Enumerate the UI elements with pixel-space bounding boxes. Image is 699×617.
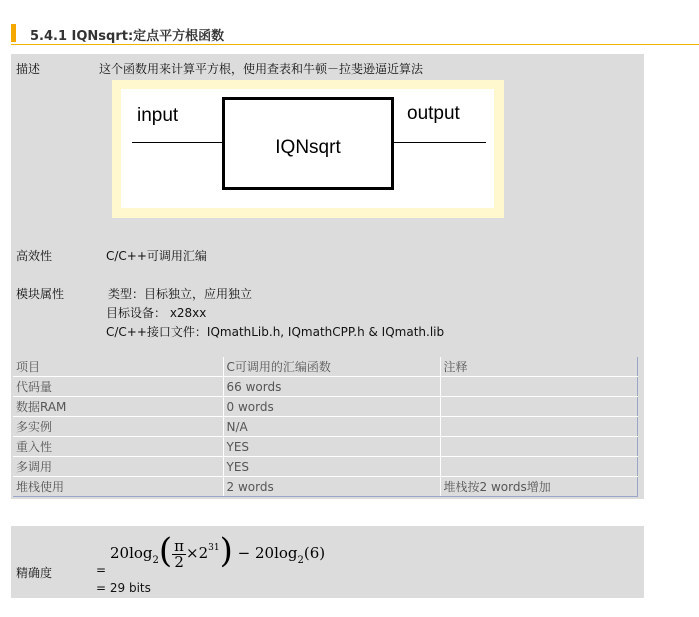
table-row (13, 397, 637, 417)
function-info-panel (11, 54, 644, 499)
table-cell (440, 397, 637, 417)
table-cell: 堆栈使用 (13, 477, 223, 497)
table-row (13, 477, 637, 497)
table-header-row (13, 357, 637, 377)
description-text: 这个函数用来计算平方根，使用查表和牛顿－拉斐逊逼近算法 (99, 62, 424, 76)
module-interface: C/C++接口文件：IQmathLib.h, IQmathCPP.h & IQmath.lib (106, 325, 445, 339)
table-cell (440, 377, 637, 397)
table-cell: YES (223, 437, 440, 457)
diagram-canvas (121, 89, 494, 208)
module-target: 目标设备： x28xx (106, 306, 207, 320)
diagram-block-label: IQNsqrt (275, 137, 341, 158)
module-label: 模块属性 (16, 287, 65, 301)
section-header (11, 22, 699, 45)
module-type: 类型：目标独立，应用独立 (108, 287, 253, 301)
precision-panel (11, 526, 644, 598)
formula-numerator: π (174, 536, 185, 555)
table-header: 项目 (13, 357, 223, 377)
table-cell (440, 437, 637, 457)
input-line (132, 142, 222, 143)
table-cell: N/A (223, 417, 440, 437)
formula-open-paren: ( (158, 531, 173, 571)
precision-formula (110, 531, 326, 574)
table-cell: YES (223, 457, 440, 477)
table-cell: 多实例 (13, 417, 223, 437)
table-cell: 66 words (223, 377, 440, 397)
formula-coef: 20log (110, 544, 153, 562)
precision-label: 精确度 (16, 566, 53, 580)
table-cell: 重入性 (13, 437, 223, 457)
formula-base: 2 (152, 555, 159, 566)
formula-exponent: 31 (208, 543, 220, 553)
output-line (394, 142, 486, 143)
formula-arg: (6) (303, 544, 326, 562)
table-cell: 0 words (223, 397, 440, 417)
efficiency-text: C/C++可调用汇编 (106, 249, 207, 263)
table-cell: 多调用 (13, 457, 223, 477)
table-row (13, 457, 637, 477)
section-title: 5.4.1 IQNsqrt:定点平方根函数 (30, 29, 225, 44)
table-cell: 堆栈按2 words增加 (440, 477, 637, 497)
diagram-output-label: output (407, 103, 460, 124)
precision-result: = 29 bits (96, 581, 151, 595)
formula-denominator: 2 (174, 552, 184, 571)
table-header: 注释 (440, 357, 637, 377)
table-row (13, 437, 637, 457)
precision-equals: = (96, 563, 107, 577)
diagram-function-block (222, 97, 394, 190)
table-cell: 2 words (223, 477, 440, 497)
formula-base2: 2 (297, 555, 304, 566)
table-cell (440, 457, 637, 477)
header-accent-bar (11, 24, 16, 42)
table-header: C可调用的汇编函数 (223, 357, 440, 377)
properties-table (13, 357, 638, 497)
table-row (13, 417, 637, 437)
formula-fraction (172, 536, 186, 571)
block-diagram (112, 80, 504, 218)
efficiency-label: 高效性 (16, 249, 53, 263)
formula-times: ×2 (186, 544, 209, 562)
table-cell (440, 417, 637, 437)
table-cell: 数据RAM (13, 397, 223, 417)
formula-minus: − 20log (232, 544, 298, 562)
formula-close-paren: ) (219, 531, 233, 571)
description-label: 描述 (16, 62, 41, 76)
diagram-input-label: input (137, 105, 179, 126)
table-cell: 代码量 (13, 377, 223, 397)
table-row (13, 377, 637, 397)
